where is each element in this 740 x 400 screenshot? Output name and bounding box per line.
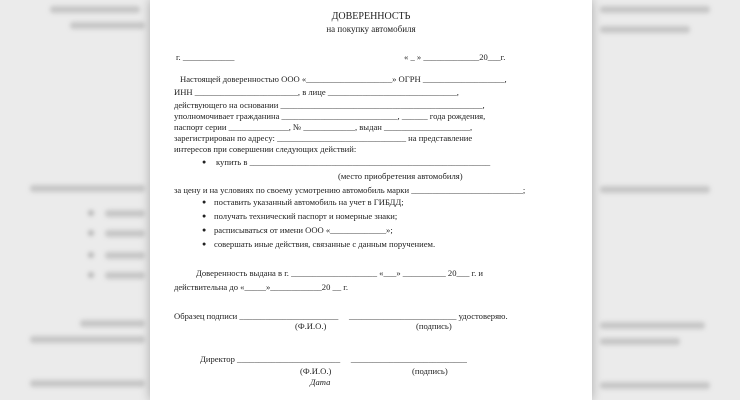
blurred-bullet [88,230,94,236]
blurred-text [105,210,145,217]
text-line: уполномочивает гражданина ___________________________, ______ года рождения, [174,111,486,121]
bullet-icon: ● [202,198,207,206]
list-item-note: (место приобретения автомобиля) [338,171,463,181]
list-item: купить в ________________________________________________________ [216,157,491,167]
bullet-icon: ● [202,212,207,220]
blurred-bullet [88,272,94,278]
text-line: ИНН ________________________, в лице ______________________________, [174,87,459,97]
blurred-text [600,6,710,13]
signature-caption: (подпись) [412,366,448,376]
blurred-text [30,336,145,343]
blurred-text [105,230,145,237]
date-caption: Дата [310,377,331,387]
text-line: за цену и на условиях по своему усмотрению автомобиль марки __________________________; [174,185,526,195]
text-line: действительна до «_____»____________20 __ г. [174,282,348,292]
blurred-text [105,252,145,259]
list-item: поставить указанный автомобиль на учет в ГИБДД; [214,197,404,207]
list-item: расписываться от имени ООО «_____________»; [214,225,393,235]
bullet-icon: ● [202,158,207,166]
city-line: г. ____________ [176,52,235,62]
signature-sample-line: Образец подписи _______________________ _________________________ удостоверяю. [174,311,508,321]
blurred-text [600,26,690,33]
list-item: совершать иные действия, связанные с данным поручением. [214,239,436,249]
document-title: ДОВЕРЕННОСТЬ [331,11,411,22]
document-subtitle: на покупку автомобиля [326,24,416,34]
text-line: паспорт серии ______________, № ____________, выдан ____________________, [174,122,473,132]
blurred-text [105,272,145,279]
blurred-text [70,22,145,29]
signature-caption: (подпись) [416,321,452,331]
fio-caption: (Ф.И.О.) [300,366,332,376]
blurred-text [600,186,710,193]
list-item: получать технический паспорт и номерные знаки; [214,211,398,221]
blurred-text [30,380,145,387]
text-line: действующего на основании _______________________________________________, [174,100,485,110]
blurred-bullet [88,210,94,216]
blurred-text [50,6,140,13]
blurred-text [30,185,145,192]
blurred-bullet [88,252,94,258]
document-page [150,0,592,400]
blurred-text [80,320,145,327]
bullet-icon: ● [202,240,207,248]
text-line: зарегистрирован по адресу: ______________________________ на представление [174,133,473,143]
blurred-text [600,322,705,329]
date-line: « _ » _____________20___г. [404,52,506,62]
bullet-icon: ● [202,226,207,234]
text-line: интересов при совершении следующих действий: [174,144,357,154]
text-line: Доверенность выдана в г. ____________________ «___» __________ 20___ г. и [196,268,483,278]
blurred-text [600,382,710,389]
director-line: Директор ________________________ ___________________________ [200,354,467,364]
blurred-text [600,338,680,345]
text-line: Настоящей доверенностью ООО «____________________» ОГРН ___________________, [180,74,507,84]
fio-caption: (Ф.И.О.) [295,321,327,331]
